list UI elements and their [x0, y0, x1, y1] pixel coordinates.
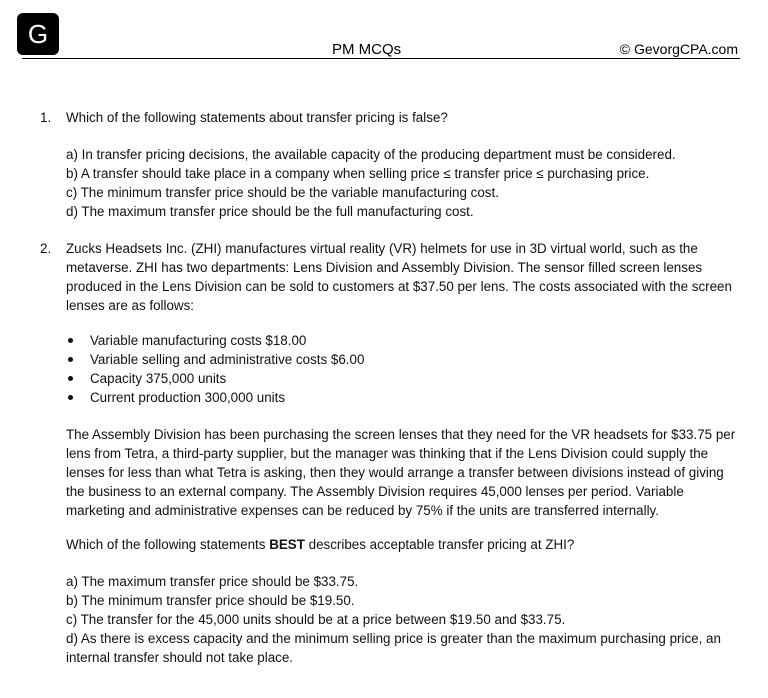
question-intro: Zucks Headsets Inc. (ZHI) manufactures virtual reality (VR) helmets for use in 3D virtual world, such as the metaverse. ZHI has two departments: Lens Division and Assembly Division. The sensor filled screen lenses produced in the Lens Division can be sold to customers at $37.50 per lens. The costs associated with the screen lenses are as follows: — [66, 241, 732, 313]
answer-option-d: d) The maximum transfer price should be the full manufacturing cost. — [66, 204, 474, 219]
question-number: 1. — [40, 110, 52, 125]
answer-option-d: d) As there is excess capacity and the minimum selling price is greater than the maximum purchasing price, an internal transfer should not take place. — [66, 631, 721, 665]
answer-option-a: a) In transfer pricing decisions, the available capacity of the producing department must be considered. — [66, 147, 676, 162]
answer-options — [66, 145, 740, 221]
answer-option-b: b) A transfer should take place in a company when selling price ≤ transfer price ≤ purchasing price. — [66, 166, 650, 181]
answer-option-c: c) The transfer for the 45,000 units should be at a price between $19.50 and $33.75. — [66, 612, 566, 627]
question-scenario: The Assembly Division has been purchasing the screen lenses that they need for the VR headsets for $33.75 per lens from Tetra, a third-party supplier, but the manager was thinking that if the Lens Division could supply the lenses for less than what Tetra is asking, then they would arrange a transfer between divisions instead of giving the business to an external company. The Assembly Division requires 45,000 lenses per period. Variable marketing and administrative expenses can be reduced by 75% if the units are transferred internally. — [66, 427, 736, 518]
answer-option-c: c) The minimum transfer price should be the variable manufacturing cost. — [66, 185, 499, 200]
question-number: 2. — [40, 241, 52, 256]
question-1 — [40, 108, 740, 221]
list-item: Variable selling and administrative costs $6.00 — [66, 350, 740, 369]
header-divider — [22, 58, 740, 59]
answer-options — [66, 572, 740, 667]
page-title: PM MCQs — [332, 41, 402, 58]
document-body — [40, 108, 740, 667]
question-stem: Which of the following statements about transfer pricing is false? — [66, 110, 448, 125]
answer-option-a: a) The maximum transfer price should be $33.75. — [66, 574, 359, 589]
gevorg-logo: G — [17, 13, 59, 55]
list-item: Capacity 375,000 units — [66, 369, 740, 388]
answer-option-b: b) The minimum transfer price should be $19.50. — [66, 593, 355, 608]
list-item: Variable manufacturing costs $18.00 — [66, 331, 740, 350]
emphasis-text: BEST — [269, 537, 305, 552]
copyright-site: © GevorgCPA.com — [619, 41, 738, 57]
question-2 — [40, 239, 740, 667]
question-stem: Which of the following statements BEST describes acceptable transfer pricing at ZHI? — [66, 537, 575, 552]
list-item: Current production 300,000 units — [66, 388, 740, 407]
cost-list — [66, 331, 740, 407]
